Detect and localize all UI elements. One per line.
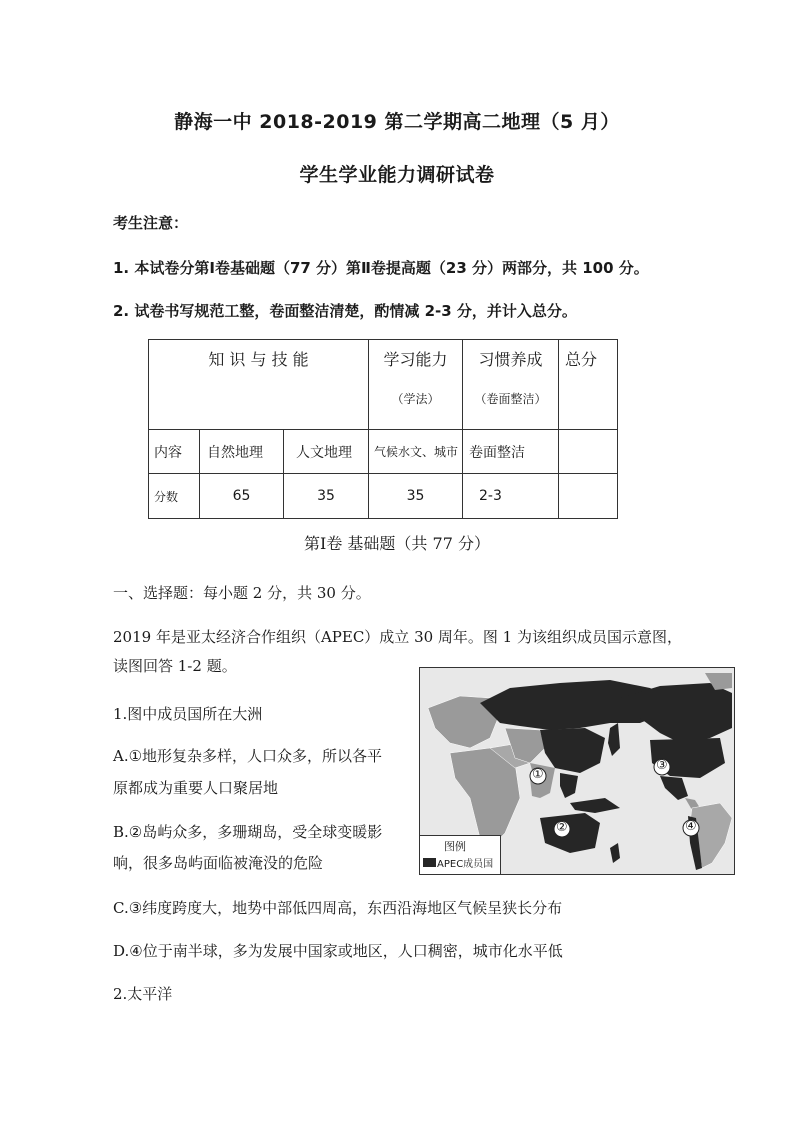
table-cell bbox=[559, 474, 618, 519]
map-legend bbox=[420, 835, 501, 875]
table-row bbox=[149, 430, 618, 474]
q1-option-b-line2: 响，很多岛屿面临被淹没的危险 bbox=[113, 854, 324, 872]
q1-stem: 1.图中成员国所在大洲 bbox=[113, 705, 263, 723]
header-total: 总分 bbox=[559, 340, 618, 430]
notice-item-2: 2. 试卷书写规范工整，卷面整洁清楚，酌情减 2-3 分，并计入总分。 bbox=[113, 302, 577, 320]
apec-world-map bbox=[419, 667, 735, 875]
passage-line-2: 读图回答 1-2 题。 bbox=[113, 657, 237, 675]
legend-item: APEC成员国 bbox=[437, 859, 494, 870]
table-cell: 65 bbox=[200, 474, 284, 519]
table-cell: 35 bbox=[284, 474, 369, 519]
marker-4-label: ④ bbox=[685, 819, 697, 834]
notice-heading: 考生注意： bbox=[113, 214, 189, 232]
score-table bbox=[148, 339, 618, 519]
header-ability: 学习能力 （学法） bbox=[369, 340, 463, 430]
legend-title: 图例 bbox=[444, 840, 466, 853]
table-cell: 35 bbox=[369, 474, 463, 519]
q1-option-a-line2: 原都成为重要人口聚居地 bbox=[113, 779, 279, 797]
table-row bbox=[149, 474, 618, 519]
q2-stem: 2.太平洋 bbox=[113, 985, 173, 1003]
page-title: 静海一中 2018-2019 第二学期高二地理（5 月） bbox=[174, 111, 620, 133]
table-cell: 2-3 bbox=[463, 474, 559, 519]
q1-option-d: D.④位于南半球，多为发展中国家或地区，人口稠密，城市化水平低 bbox=[113, 942, 563, 960]
table-cell: 内容 bbox=[149, 430, 200, 474]
header-habit: 习惯养成 （卷面整洁） bbox=[463, 340, 559, 430]
legend-swatch bbox=[423, 858, 436, 867]
q1-option-b-line1: B.②岛屿众多，多珊瑚岛，受全球变暖影 bbox=[113, 823, 383, 841]
page-subtitle: 学生学业能力调研试卷 bbox=[299, 164, 495, 186]
q1-option-c: C.③纬度跨度大，地势中部低四周高，东西沿海地区气候呈狭长分布 bbox=[113, 899, 563, 917]
table-cell: 卷面整洁 bbox=[463, 430, 559, 474]
marker-3-label: ③ bbox=[656, 758, 668, 773]
table-cell: 气候水文、城市 bbox=[369, 430, 463, 474]
header-knowledge: 知 识 与 技 能 bbox=[149, 340, 369, 430]
marker-1-label: ① bbox=[532, 767, 544, 782]
q1-option-a-line1: A.①地形复杂多样，人口众多，所以各平 bbox=[113, 747, 383, 765]
table-cell: 自然地理 bbox=[200, 430, 284, 474]
table-cell: 分数 bbox=[149, 474, 200, 519]
part1-title: 第Ⅰ卷 基础题（共 77 分） bbox=[304, 534, 490, 553]
notice-item-1: 1. 本试卷分第Ⅰ卷基础题（77 分）第Ⅱ卷提高题（23 分）两部分，共 100 分。 bbox=[113, 259, 649, 277]
marker-2-label: ② bbox=[556, 820, 568, 835]
table-cell: 人文地理 bbox=[284, 430, 369, 474]
passage-line-1: 2019 年是亚太经济合作组织（APEC）成立 30 周年。图 1 为该组织成员国示意图， bbox=[113, 628, 682, 646]
table-cell bbox=[559, 430, 618, 474]
choice-heading: 一、选择题：每小题 2 分，共 30 分。 bbox=[113, 584, 371, 602]
